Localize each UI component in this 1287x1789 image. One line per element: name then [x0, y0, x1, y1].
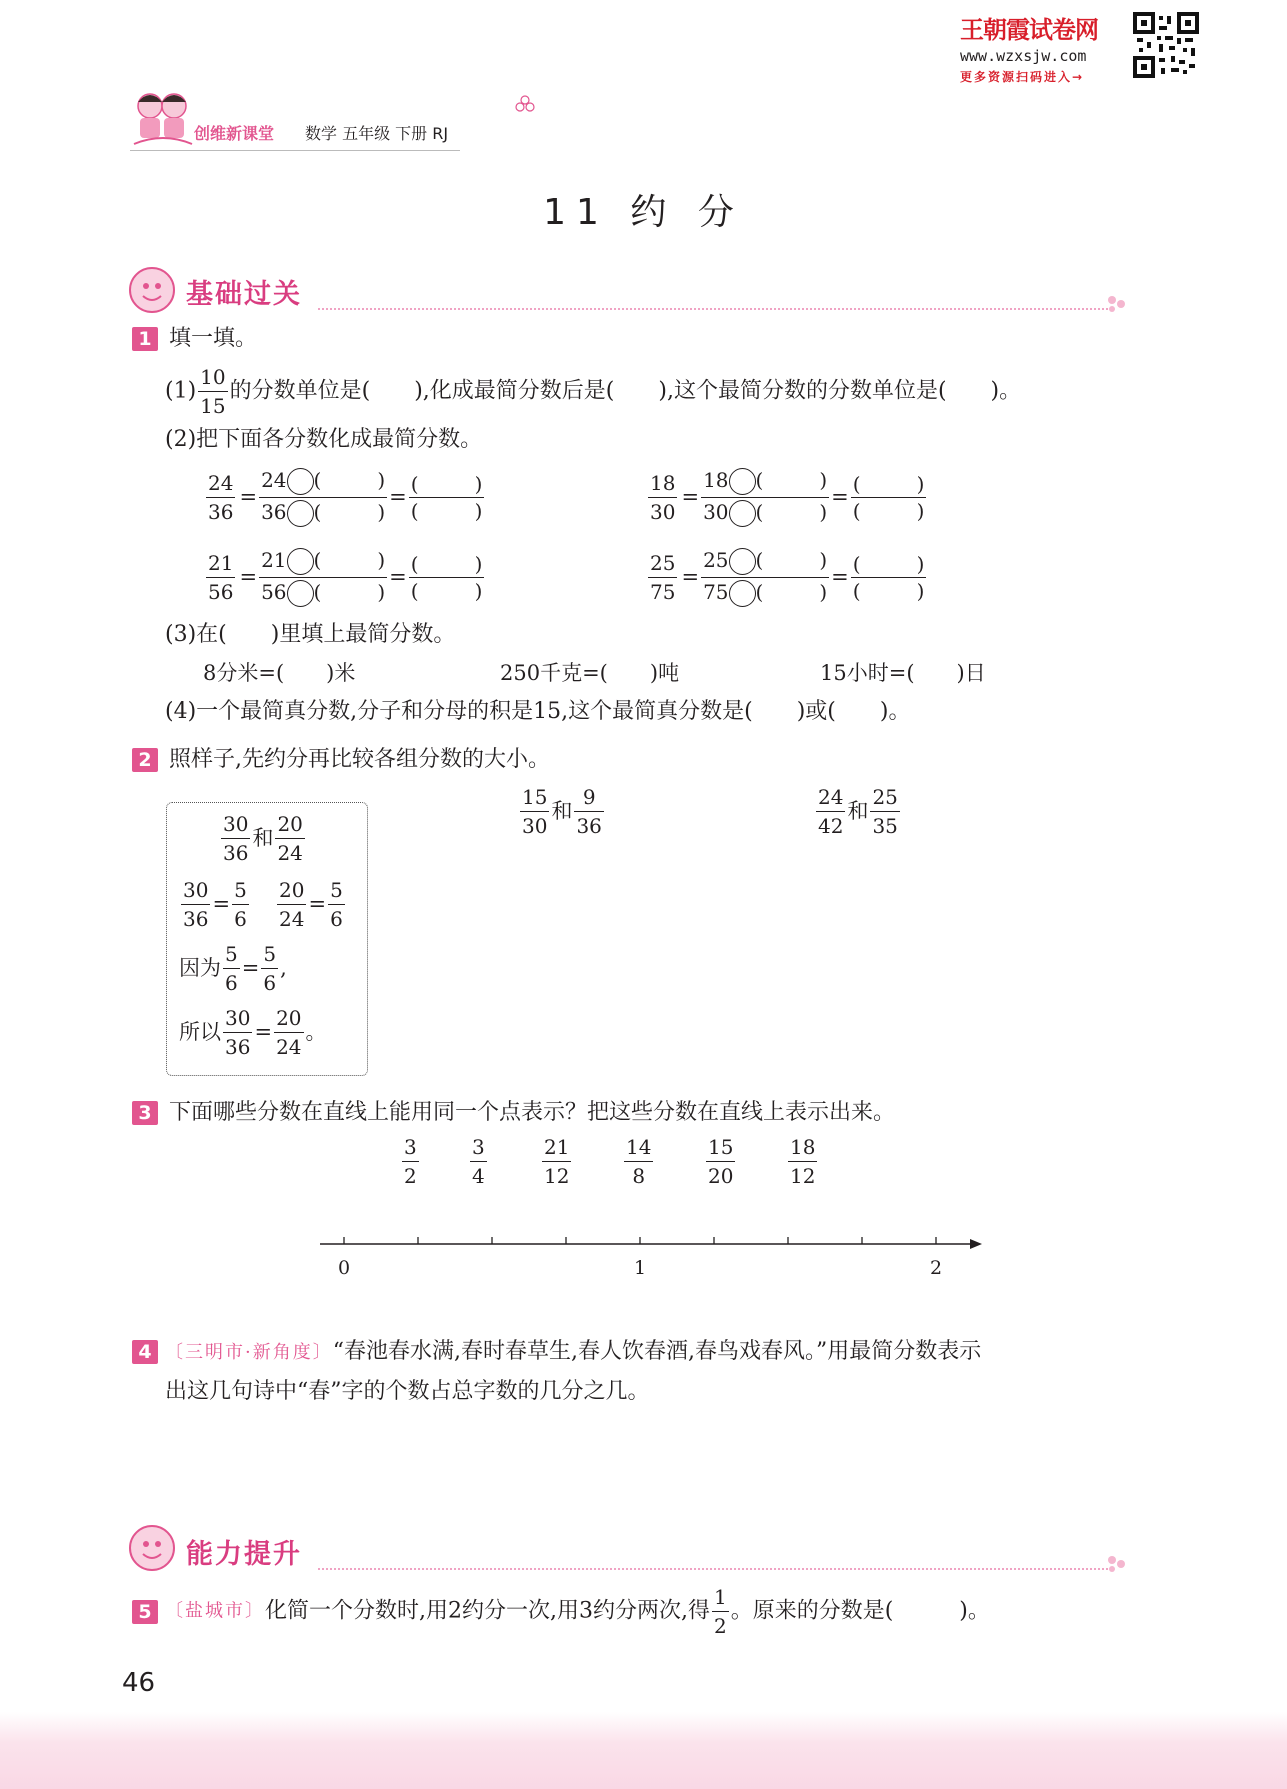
section-divider — [318, 308, 1108, 310]
operator-circle-input[interactable] — [729, 500, 756, 527]
example-box — [166, 802, 368, 1076]
fraction: $\frac{1}{2}$ — [713, 1585, 727, 1638]
fraction-option: $\frac{21}{12}$ — [544, 1135, 570, 1188]
answer-fraction[interactable]: $\frac{( )}{( )}$ — [852, 472, 925, 523]
kids-mascot-icon — [128, 88, 198, 152]
number-line-label: 0 — [337, 1257, 351, 1279]
header-divider — [130, 150, 460, 151]
operator-circle-input[interactable] — [287, 468, 314, 495]
flower-decoration-icon — [512, 92, 538, 118]
unit-conversion-3: 15小时=( )日 — [820, 661, 986, 685]
fraction: $\frac{24}{36}$ — [208, 471, 234, 524]
answer-fraction[interactable]: $\frac{( )}{( )}$ — [852, 552, 925, 603]
part-label: (1) — [165, 378, 197, 404]
section-badge-icon — [128, 1524, 176, 1572]
reduce-step: $\frac{21 ( )}{56 ( )}$ — [259, 548, 387, 607]
example-reduce-a: $\frac{30}{36}$ = $\frac{5}{6}$ — [183, 878, 247, 931]
flower-decoration-icon — [1104, 292, 1130, 314]
question-text: “春池春水满,春时春草生,春人饮春酒,春鸟戏春风。”用最简分数表示 — [332, 1339, 982, 1364]
question-1-stem — [132, 327, 257, 351]
fraction-option: $\frac{15}{20}$ — [708, 1135, 734, 1188]
watermark — [960, 10, 1140, 85]
watermark-url: www.wzxsjw.com — [960, 47, 1087, 65]
header-brand: 创维新课堂 — [194, 124, 275, 143]
unit-conversion-2: 250千克=( )吨 — [500, 661, 680, 685]
fraction: $\frac{20}{24}$ — [277, 812, 303, 865]
reduce-step: $\frac{25 ( )}{75 ( )}$ — [701, 548, 829, 607]
question-text: 照样子,先约分再比较各组分数的大小。 — [169, 747, 550, 772]
fraction: $\frac{18}{30}$ — [650, 471, 676, 524]
number-line — [310, 1228, 990, 1284]
compare-pair-2: $\frac{24}{42}$ 和 $\frac{25}{35}$ — [818, 785, 898, 838]
reduction-item: $\frac{21}{56}$ = $\frac{21 ( )}{56 ( )}$ = $\frac{( )}{( )}$ — [204, 548, 484, 607]
fraction-option: $\frac{3}{2}$ — [404, 1135, 417, 1188]
fraction: $\frac{25}{75}$ — [650, 551, 676, 604]
question-text: 下面哪些分数在直线上能用同一个点表示？把这些分数在直线上表示出来。 — [169, 1100, 896, 1125]
operator-circle-input[interactable] — [729, 468, 756, 495]
number-line-label: 2 — [929, 1257, 943, 1279]
page-number: 46 — [122, 1668, 156, 1698]
reduction-item: $\frac{24}{36}$ = $\frac{24 ( )}{36 ( )}$ = $\frac{( )}{( )}$ — [204, 468, 484, 527]
operator-circle-input[interactable] — [287, 500, 314, 527]
qr-code-icon — [1133, 12, 1199, 78]
reduce-step: $\frac{24 ( )}{36 ( )}$ — [259, 468, 387, 527]
question-number: 1 — [132, 327, 158, 351]
operator-circle-input[interactable] — [729, 580, 756, 607]
q1-part4: (4)一个最简真分数,分子和分母的积是15,这个最简真分数是( )或( )。 — [165, 699, 911, 724]
question-text: 化简一个分数时,用2约分一次,用3约分两次,得 — [265, 1598, 710, 1624]
q1-part3: (3)在( )里填上最简分数。 — [165, 622, 456, 647]
question-number: 5 — [132, 1600, 158, 1624]
section-divider — [318, 1568, 1108, 1570]
q1-part1 — [165, 366, 1021, 417]
compare-pair-1: $\frac{15}{30}$ 和 $\frac{9}{36}$ — [522, 785, 602, 838]
q1-part2: (2)把下面各分数化成最简分数。 — [165, 427, 483, 452]
operator-circle-input[interactable] — [287, 548, 314, 575]
part-text: 的分数单位是( ),化成最简分数后是( ),这个最简分数的分数单位是( )。 — [229, 378, 1022, 404]
watermark-tip: 更多资源扫码进入→ — [960, 70, 1085, 84]
header-subtitle: 数学 五年级 下册 RJ — [305, 124, 449, 143]
flower-decoration-icon — [1104, 1552, 1130, 1574]
question-5 — [132, 1586, 990, 1637]
section-title-basics: 基础过关 — [186, 279, 302, 310]
answer-fraction[interactable]: $\frac{( )}{( )}$ — [410, 552, 483, 603]
page-title: 11 约 分 — [543, 192, 744, 233]
question-text: 。原来的分数是( )。 — [730, 1598, 990, 1624]
fraction-option: $\frac{14}{8}$ — [626, 1135, 652, 1188]
footer-band — [0, 1712, 1287, 1789]
fraction: $\frac{10}{15}$ — [200, 365, 226, 418]
question-text: 填一填。 — [169, 326, 258, 351]
reduction-item: $\frac{18}{30}$ = $\frac{18 ( )}{30 ( )}$ = $\frac{( )}{( )}$ — [646, 468, 926, 527]
question-4-line2: 出这几句诗中“春”字的个数占总字数的几分之几。 — [165, 1379, 650, 1404]
example-pair: $\frac{30}{36}$ 和 $\frac{20}{24}$ — [223, 812, 303, 865]
question-3-stem — [132, 1101, 895, 1125]
watermark-title: 王朝霞试卷网 — [960, 16, 1098, 44]
example-because: 因为 $\frac{5}{6}$ = $\frac{5}{6}$ , — [179, 942, 287, 995]
reduce-step: $\frac{18 ( )}{30 ( )}$ — [701, 468, 829, 527]
fraction: $\frac{30}{36}$ — [223, 812, 249, 865]
section-title-advanced: 能力提升 — [186, 1539, 302, 1570]
operator-circle-input[interactable] — [729, 548, 756, 575]
question-tag: 〔盐城市〕 — [165, 1600, 265, 1622]
example-so: 所以 $\frac{30}{36}$ = $\frac{20}{24}$ 。 — [179, 1006, 327, 1059]
unit-conversion-1: 8分米=( )米 — [203, 661, 356, 685]
example-reduce-b: $\frac{20}{24}$ = $\frac{5}{6}$ — [279, 878, 343, 931]
section-badge-icon — [128, 266, 176, 314]
number-line-label: 1 — [633, 1257, 647, 1279]
question-2-stem — [132, 748, 550, 772]
reduction-item: $\frac{25}{75}$ = $\frac{25 ( )}{75 ( )}$ = $\frac{( )}{( )}$ — [646, 548, 926, 607]
operator-circle-input[interactable] — [287, 580, 314, 607]
fraction-option: $\frac{18}{12}$ — [790, 1135, 816, 1188]
question-number: 2 — [132, 748, 158, 772]
fraction-list — [400, 1136, 860, 1196]
question-tag: 〔三明市·新角度〕 — [165, 1342, 333, 1363]
question-number: 3 — [132, 1101, 158, 1125]
question-4-line1 — [132, 1340, 981, 1364]
question-number: 4 — [132, 1340, 158, 1364]
fraction-option: $\frac{3}{4}$ — [472, 1135, 485, 1188]
fraction: $\frac{21}{56}$ — [208, 551, 234, 604]
answer-fraction[interactable]: $\frac{( )}{( )}$ — [410, 472, 483, 523]
